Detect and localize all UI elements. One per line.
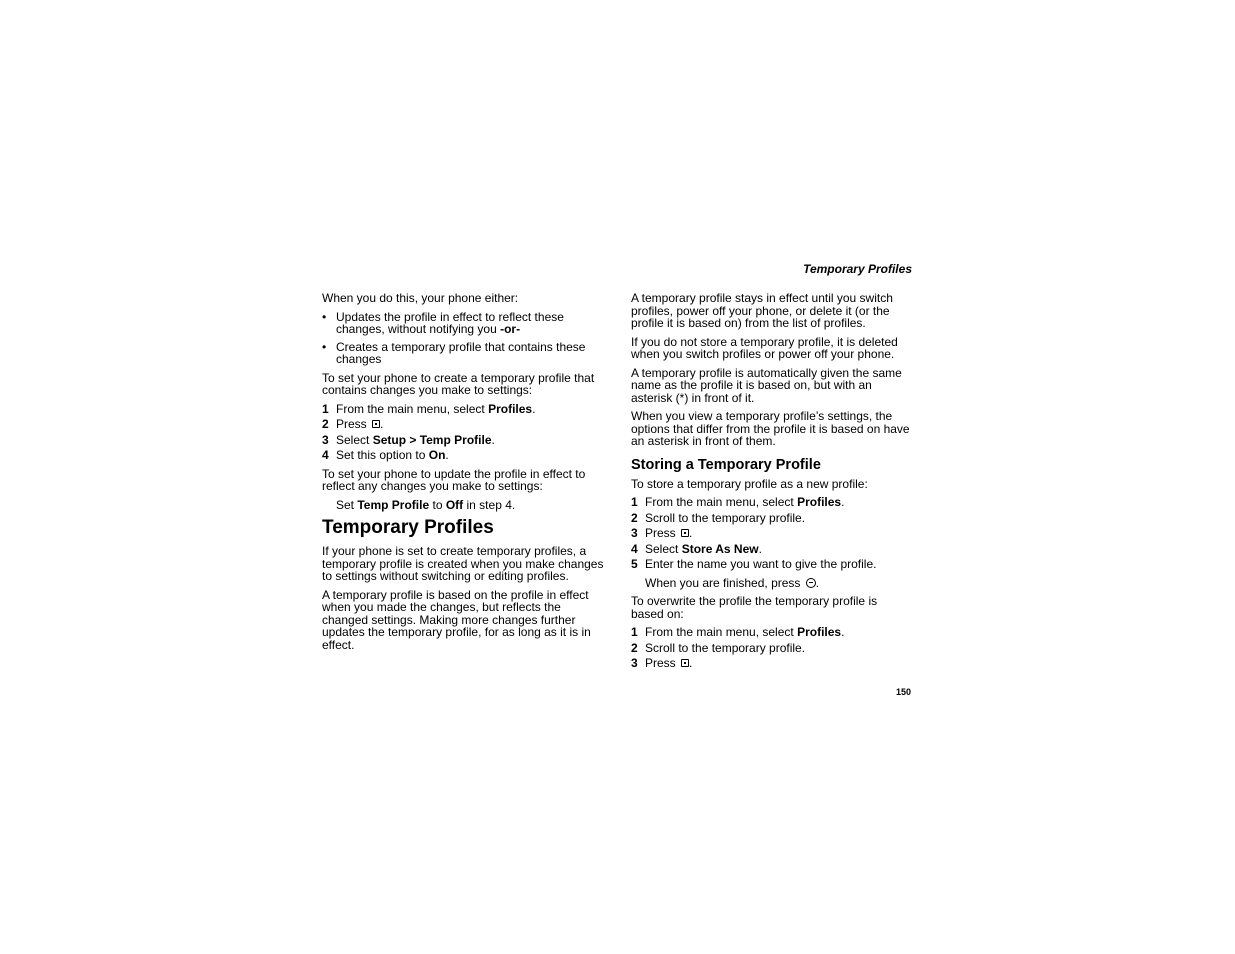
- step-text: Press: [645, 526, 680, 540]
- step-text: Set this option to: [336, 448, 429, 462]
- step-end: .: [689, 656, 693, 670]
- step-number: 4: [631, 541, 638, 556]
- step-menu-item: Profiles: [797, 625, 842, 639]
- step-menu-item: Setup > Temp Profile: [372, 432, 492, 447]
- paragraph: A temporary profile is automatically given the same name as the profile it is based on, but with an asterisk (*) in front of it.: [631, 365, 902, 405]
- step-menu-item: On: [428, 448, 446, 462]
- left-column: [322, 292, 604, 657]
- step-number: 4: [322, 448, 329, 462]
- step-text: Scroll to the temporary profile.: [645, 640, 806, 655]
- store-steps: [631, 496, 913, 571]
- step-end: .: [841, 625, 845, 639]
- step-end: .: [491, 432, 495, 447]
- paragraph: A temporary profile is based on the profile in effect when you made the changes, but reflects the changed settings. Making more changes further updates the temporary profile, for as long as it is in effect.: [322, 587, 591, 652]
- step-item: [322, 434, 604, 447]
- overwrite-intro: To overwrite the profile the temporary profile is based on:: [631, 594, 878, 621]
- set-text: in step 4.: [463, 497, 516, 512]
- step-number: 2: [322, 417, 329, 431]
- paragraph: When you view a temporary profile’s settings, the options that differ from the profile it is based on have an asterisk in front of them.: [631, 409, 910, 448]
- step-item: [631, 496, 913, 509]
- step-menu-item: Profiles: [797, 495, 842, 509]
- step-text: From the main menu, select: [645, 495, 798, 509]
- overwrite-steps: [631, 626, 913, 670]
- paragraph: If your phone is set to create temporary profiles, a temporary profile is created when you make changes to settings without switching or editing profiles.: [322, 544, 604, 583]
- step-end: .: [445, 448, 449, 462]
- menu-key-icon: [681, 529, 689, 537]
- step-item: [631, 512, 913, 525]
- step-end: .: [758, 541, 762, 556]
- step-item: [322, 449, 604, 462]
- step-number: 1: [322, 401, 329, 416]
- running-header: Temporary Profiles: [803, 262, 912, 276]
- bullet-text: Creates a temporary profile that contains these changes: [336, 339, 586, 366]
- step-item: [631, 527, 913, 540]
- step-text: From the main menu, select: [645, 625, 798, 639]
- set-text: Set: [336, 497, 358, 512]
- paragraph: If you do not store a temporary profile, it is deleted when you switch profiles or power off your phone.: [631, 334, 898, 361]
- page-number: 150: [895, 687, 911, 697]
- finished-instruction: [631, 577, 913, 590]
- set-instruction: [322, 499, 604, 512]
- right-column: [631, 292, 913, 676]
- update-intro: To set your phone to update the profile in effect to reflect any changes you make to settings:: [322, 466, 586, 493]
- set-option: Temp Profile: [357, 497, 430, 512]
- step-menu-item: Store As New: [681, 541, 759, 556]
- bullet-or: -or-: [500, 322, 521, 336]
- step-number: 3: [322, 432, 329, 447]
- bullet-text: Updates the profile in effect to reflect these changes, without notifying you: [336, 309, 564, 336]
- store-intro: To store a temporary profile as a new profile:: [631, 476, 868, 491]
- step-item: [631, 642, 913, 655]
- list-item: [322, 311, 604, 336]
- step-item: [631, 657, 913, 670]
- intro-text: When you do this, your phone either:: [322, 291, 519, 305]
- step-number: 2: [631, 510, 638, 525]
- step-text: From the main menu, select: [336, 401, 489, 416]
- step-text: Press: [336, 417, 371, 431]
- step-item: [322, 403, 604, 416]
- step-item: [631, 558, 913, 571]
- step-text: Press: [645, 656, 680, 670]
- finished-text: When you are finished, press: [645, 575, 804, 590]
- step-item: [322, 418, 604, 431]
- step-text: Select: [336, 432, 373, 447]
- end-key-icon: [806, 578, 816, 588]
- step-number: 1: [631, 495, 638, 509]
- step-number: 1: [631, 625, 638, 639]
- bullet-list: [322, 311, 604, 366]
- menu-key-icon: [681, 659, 689, 667]
- step-text: Select: [645, 541, 682, 556]
- step-number: 3: [631, 526, 638, 540]
- step-text: Enter the name you want to give the profile.: [645, 557, 877, 571]
- list-item: [322, 341, 604, 366]
- create-steps: [322, 403, 604, 462]
- step-number: 5: [631, 557, 638, 571]
- set-value: Off: [445, 497, 464, 512]
- menu-key-icon: [372, 420, 380, 428]
- step-end: .: [689, 526, 693, 540]
- step-text: Scroll to the temporary profile.: [645, 510, 806, 525]
- step-end: .: [380, 417, 384, 431]
- step-item: [631, 626, 913, 639]
- step-end: .: [841, 495, 845, 509]
- section-heading: Temporary Profiles: [322, 517, 494, 538]
- paragraph: A temporary profile stays in effect until you switch profiles, power off your phone, or delete it (or the profile it is based on) from the list of profiles.: [631, 291, 893, 330]
- subsection-heading: Storing a Temporary Profile: [631, 456, 821, 473]
- step-item: [631, 543, 913, 556]
- step-number: 3: [631, 656, 638, 670]
- finished-end: .: [815, 575, 820, 590]
- set-text: to: [429, 497, 446, 512]
- step-menu-item: Profiles: [488, 401, 533, 416]
- create-intro: To set your phone to create a temporary profile that contains changes you make to settings:: [322, 370, 595, 397]
- step-number: 2: [631, 640, 638, 655]
- step-end: .: [532, 401, 536, 416]
